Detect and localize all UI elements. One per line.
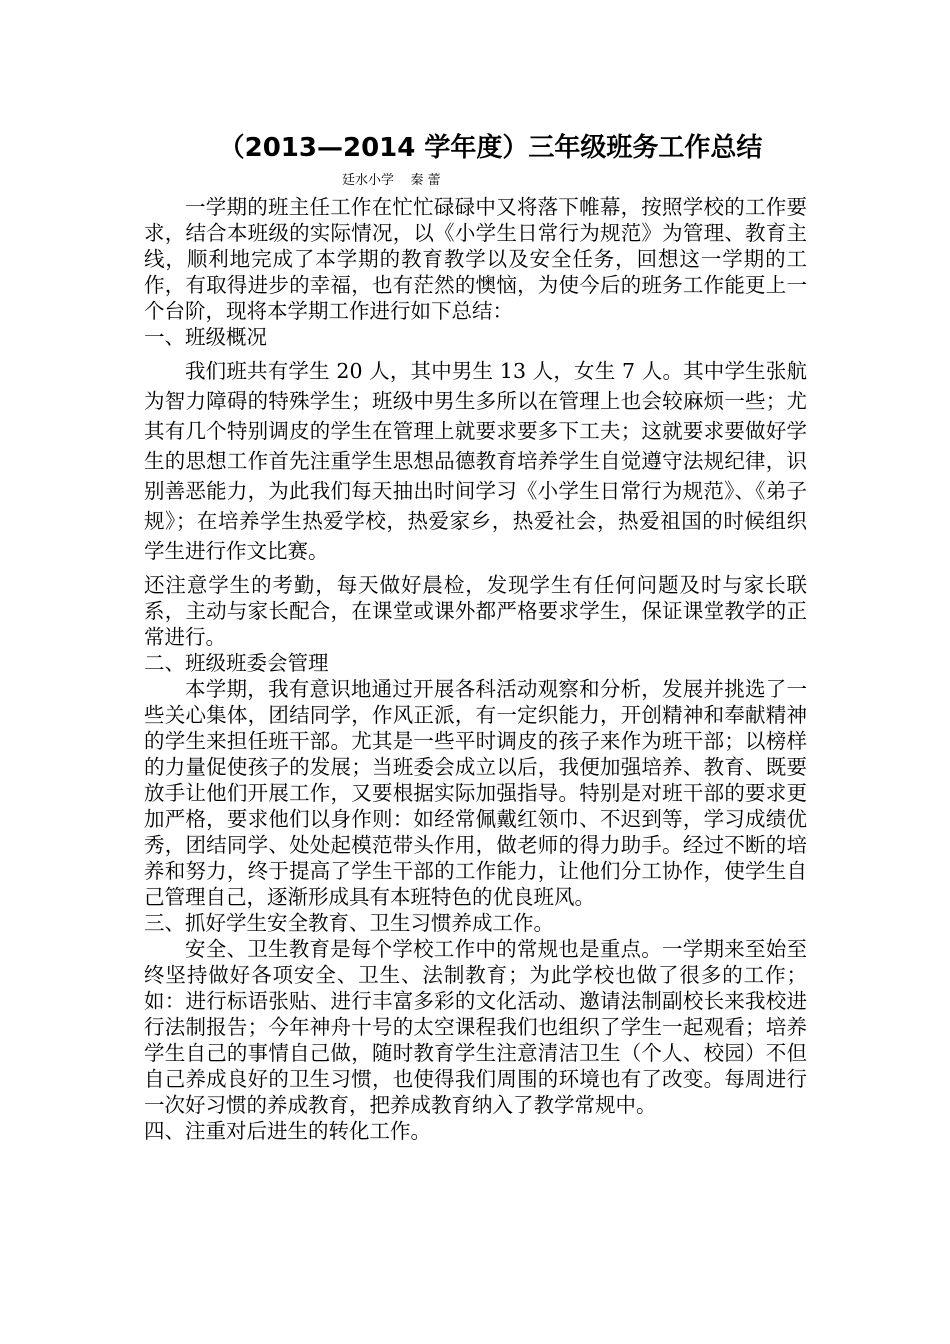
section-heading-1: 一、班级概况	[144, 325, 267, 349]
section-heading-3: 三、抓好学生安全教育、卫生习惯养成工作。	[144, 911, 554, 935]
section-1-paragraph-1: 我们班共有学生 20 人，其中男生 13 人，女生 7 人。其中学生张航为智力障碍的特殊学生；班级中男生多所以在管理上也会较麻烦一些；尤其有几个特别调皮的学生在管理上就要求要多下工夫；这就要求要做好学生的思想工作首先注重学生思想品德教育培养学生自觉遵守法规纪律，识别善恶能力，为此我们每天抽出时间学习《小学生日常行为规范》、《弟子规》；在培养学生热爱学校，热爱家乡，热爱社会，热爱祖国的时候组织学生进行作文比赛。	[144, 359, 807, 563]
section-heading-4: 四、注重对后进生的转化工作。	[144, 1119, 431, 1143]
document-body	[144, 128, 807, 1144]
intro-paragraph: 一学期的班主任工作在忙忙碌碌中又将落下帷幕，按照学校的工作要求，结合本班级的实际情况，以《小学生日常行为规范》为管理、教育主线，顺利地完成了本学期的教育教学以及安全任务，回想这一学期的工作，有取得进步的幸福，也有茫然的懊恼，为使今后的班务工作能更上一个台阶，现将本学期工作进行如下总结：	[144, 195, 807, 323]
author-line: 廷水小学 秦 蕾	[342, 173, 441, 188]
section-1-paragraph-2: 还注意学生的考勤，每天做好晨检，发现学生有任何问题及时与家长联系，主动与家长配合，在课堂或课外都严格要求学生，保证课堂教学的正常进行。	[144, 573, 807, 649]
document-title: （2013—2014 学年度）三年级班务工作总结	[218, 133, 763, 163]
section-2-paragraph-1: 本学期，我有意识地通过开展各科活动观察和分析，发展并挑选了一些关心集体，团结同学，作风正派，有一定织能力，开创精神和奉献精神的学生来担任班干部。尤其是一些平时调皮的孩子来作为班干部；以榜样的力量促使孩子的发展；当班委会成立以后，我便加强培养、教育、既要放手让他们开展工作，又要根据实际加强指导。特别是对班干部的要求更加严格，要求他们以身作则：如经常佩戴红领巾、不迟到等，学习成绩优秀，团结同学、处处起模范带头作用，做老师的得力助手。经过不断的培养和努力，终于提高了学生干部的工作能力，让他们分工协作，使学生自己管理自己，逐渐形成具有本班特色的优良班风。	[144, 677, 807, 909]
section-heading-2: 二、班级班委会管理	[144, 651, 329, 675]
section-3-paragraph-1: 安全、卫生教育是每个学校工作中的常规也是重点。一学期来至始至终坚持做好各项安全、卫生、法制教育；为此学校也做了很多的工作；如：进行标语张贴、进行丰富多彩的文化活动、邀请法制副校长来我校进行法制报告；今年神舟十号的太空课程我们也组织了学生一起观看；培养学生自己的事情自己做，随时教育学生注意清洁卫生（个人、校园）不但自己养成良好的卫生习惯，也使得我们周围的环境也有了改变。每周进行一次好习惯的养成教育，把养成教育纳入了教学常规中。	[144, 937, 807, 1117]
